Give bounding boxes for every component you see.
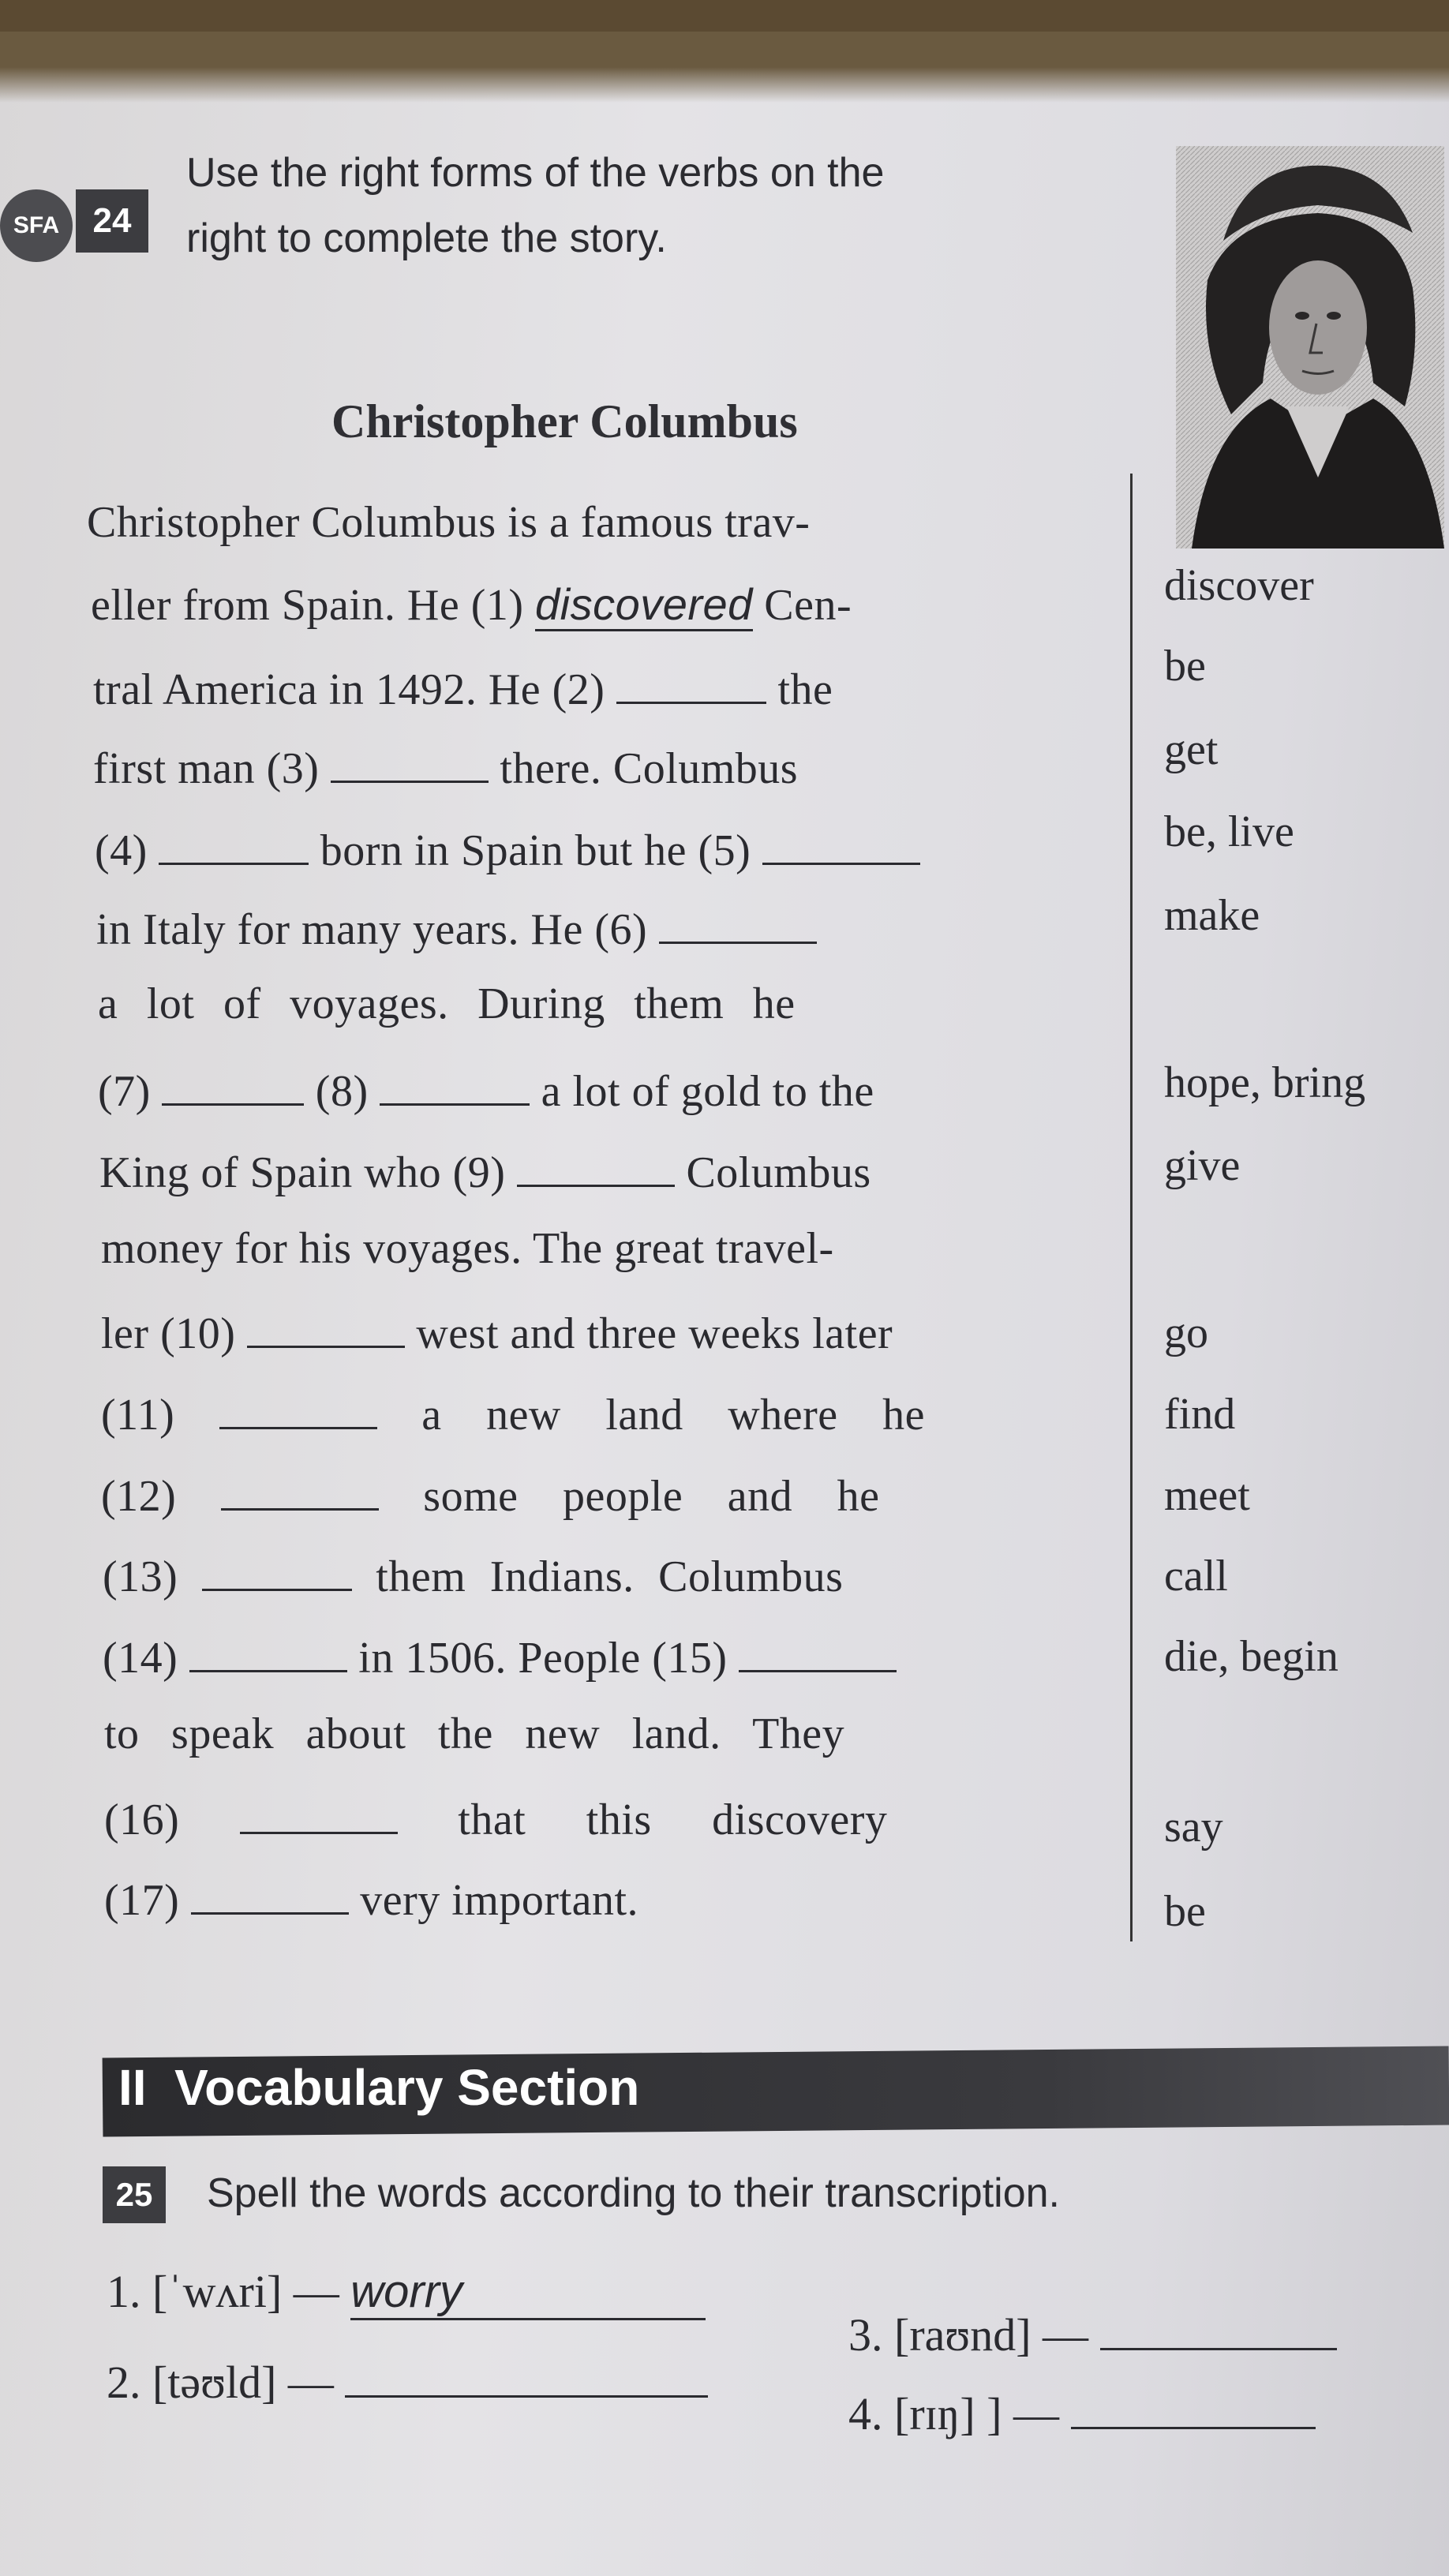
verb-4: be, live: [1164, 807, 1294, 856]
story-line-1: Christopher Columbus is a famous trav-: [87, 498, 811, 547]
exercise-24-instruction-1: Use the right forms of the verbs on the: [186, 150, 885, 196]
story-line-6: in Italy for many years. He (6): [96, 900, 817, 955]
blank-11[interactable]: [219, 1385, 377, 1429]
story-line-18: (17) very important.: [104, 1870, 638, 1926]
exercise-number-25: 25: [103, 2166, 166, 2223]
story-line-3: tral America in 1492. He (2) the: [93, 660, 833, 715]
answer-1: discovered: [535, 579, 753, 631]
blank-8[interactable]: [380, 1061, 530, 1106]
blank-13[interactable]: [202, 1547, 352, 1591]
blank-2[interactable]: [616, 660, 766, 704]
story-line-15: (14) in 1506. People (15): [103, 1628, 897, 1683]
blank-10[interactable]: [247, 1304, 405, 1348]
verb-12: die, begin: [1164, 1632, 1339, 1681]
blank-3[interactable]: [331, 739, 489, 783]
story-line-10: money for his voyages. The great travel-: [101, 1224, 834, 1273]
story-line-17: (16) that this discovery: [104, 1790, 887, 1845]
verb-1: discover: [1164, 561, 1314, 610]
story-line-16: to speak about the new land. They: [104, 1709, 845, 1758]
verb-8: go: [1164, 1309, 1208, 1357]
blank-9[interactable]: [517, 1143, 675, 1187]
vocab-item-3: 3. [raʊnd] —: [848, 2305, 1337, 2361]
vocab-item-1: 1. [ˈwʌri] — worry: [107, 2265, 706, 2320]
blank-5[interactable]: [762, 821, 920, 865]
vocab-blank-2[interactable]: [345, 2352, 708, 2398]
verb-7: give: [1164, 1141, 1241, 1190]
vocab-answer-1[interactable]: worry: [350, 2265, 706, 2320]
vocab-blank-3[interactable]: [1100, 2305, 1337, 2350]
verb-9: find: [1164, 1390, 1236, 1439]
exercise-24-instruction-2: right to complete the story.: [186, 215, 667, 261]
story-line-8: (7) (8) a lot of gold to the: [98, 1061, 874, 1117]
verb-2: be: [1164, 642, 1206, 691]
verb-3: get: [1164, 725, 1219, 774]
verb-10: meet: [1164, 1471, 1250, 1520]
blank-17[interactable]: [191, 1870, 349, 1915]
vocab-item-4: 4. [rɪŋ] ] —: [848, 2383, 1316, 2440]
blank-7[interactable]: [162, 1061, 304, 1106]
story-line-12: (11) a new land where he: [101, 1385, 925, 1440]
story-line-2: eller from Spain. He (1) discovered Cen-: [91, 579, 852, 630]
section-title: II Vocabulary Section: [118, 2059, 640, 2116]
verb-13: say: [1164, 1803, 1223, 1852]
story-line-11: ler (10) west and three weeks later: [101, 1304, 893, 1359]
story-line-13: (12) some people and he: [101, 1466, 879, 1522]
page-edge-shadow: [0, 32, 1449, 103]
blank-16[interactable]: [240, 1790, 398, 1834]
verb-5: make: [1164, 891, 1260, 940]
story-line-14: (13) them Indians. Columbus: [103, 1547, 843, 1602]
verb-11: call: [1164, 1552, 1228, 1601]
verb-6: hope, bring: [1164, 1058, 1366, 1107]
story-line-5: (4) born in Spain but he (5): [95, 821, 920, 876]
blank-4[interactable]: [159, 821, 309, 865]
blank-15[interactable]: [739, 1628, 897, 1672]
exercise-25-instruction: Spell the words according to their transcription.: [207, 2170, 1060, 2216]
story-line-4: first man (3) there. Columbus: [93, 739, 798, 794]
exercise-number-24: 24: [76, 189, 148, 253]
columbus-portrait: [1176, 146, 1444, 549]
story-title: Christopher Columbus: [331, 395, 798, 447]
vocab-blank-4[interactable]: [1071, 2383, 1316, 2429]
sfa-badge: SFA: [0, 189, 73, 262]
blank-12[interactable]: [221, 1466, 379, 1511]
blank-6[interactable]: [659, 900, 817, 944]
column-divider: [1130, 474, 1133, 1941]
vocab-item-2: 2. [təʊld] —: [107, 2352, 708, 2409]
story-line-9: King of Spain who (9) Columbus: [99, 1143, 871, 1198]
verb-14: be: [1164, 1887, 1206, 1936]
blank-14[interactable]: [189, 1628, 347, 1672]
story-line-7: a lot of voyages. During them he: [98, 979, 796, 1028]
